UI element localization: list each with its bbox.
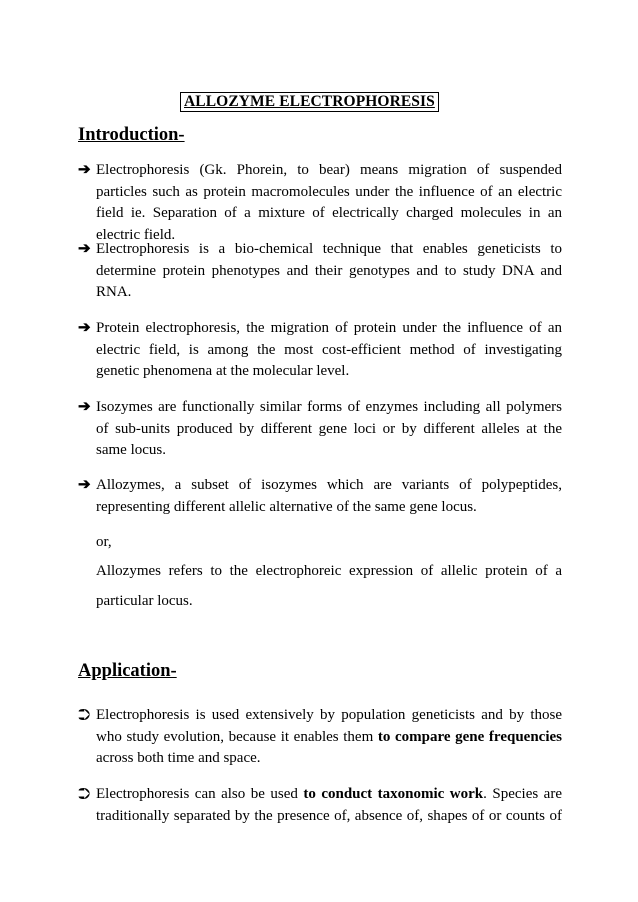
circle-arrow-bullet-icon: ⮊: [78, 707, 91, 724]
or-label: or,: [96, 534, 112, 550]
arrow-bullet-icon: ➔: [78, 241, 91, 257]
introduction-item: [78, 397, 562, 462]
introduction-item-text: Isozymes are functionally similar forms of enzymes including all polymers of sub-units produced by different gene loci or by different alleles at the same locus.: [96, 399, 562, 458]
arrow-bullet-icon: ➔: [78, 320, 91, 336]
circle-arrow-bullet-icon: ⮊: [78, 786, 91, 803]
arrow-bullet-icon: ➔: [78, 162, 91, 178]
introduction-item: [78, 239, 562, 304]
application-item-text: Electrophoresis can also be used to conduct taxonomic work. Species are traditionally separated by the presence of, absence of, shapes of or counts of: [96, 786, 562, 824]
introduction-item: [78, 475, 562, 518]
allozymes-definition: Allozymes refers to the electrophoreic expression of allelic protein of a particular locus.: [96, 563, 562, 609]
introduction-item-text: Electrophoresis (Gk. Phorein, to bear) means migration of suspended particles such as protein macromolecules under the influence of an electric field ie. Separation of a mixture of electrically charged molecules in an electric field.: [96, 162, 562, 243]
emphasis: to compare gene frequencies: [377, 728, 562, 745]
application-heading: Application-: [78, 661, 177, 681]
arrow-bullet-icon: ➔: [78, 399, 91, 415]
introduction-item-text: Protein electrophoresis, the migration of protein under the influence of an electric field, is among the most cost-efficient method of investigating genetic phenomena at the molecular level.: [96, 320, 562, 379]
application-item-text: Electrophoresis is used extensively by population geneticists and by those who study evolution, because it enables them to compare gene frequencies across both time and space.: [96, 707, 562, 766]
introduction-item: [78, 318, 562, 383]
document-title: ALLOZYME ELECTROPHORESIS: [180, 92, 439, 112]
introduction-item-text: Electrophoresis is a bio-chemical technique that enables geneticists to determine protein phenotypes and their genotypes and to study DNA and RNA.: [96, 241, 562, 300]
introduction-item: [78, 160, 562, 246]
application-item: [78, 705, 562, 770]
arrow-bullet-icon: ➔: [78, 477, 91, 493]
introduction-heading: Introduction-: [78, 125, 185, 145]
application-item: [78, 784, 562, 827]
emphasis: to conduct taxonomic work: [303, 786, 484, 802]
introduction-item-text: Allozymes, a subset of isozymes which are variants of polypeptides, representing different allelic alternative of the same gene locus.: [96, 477, 562, 515]
